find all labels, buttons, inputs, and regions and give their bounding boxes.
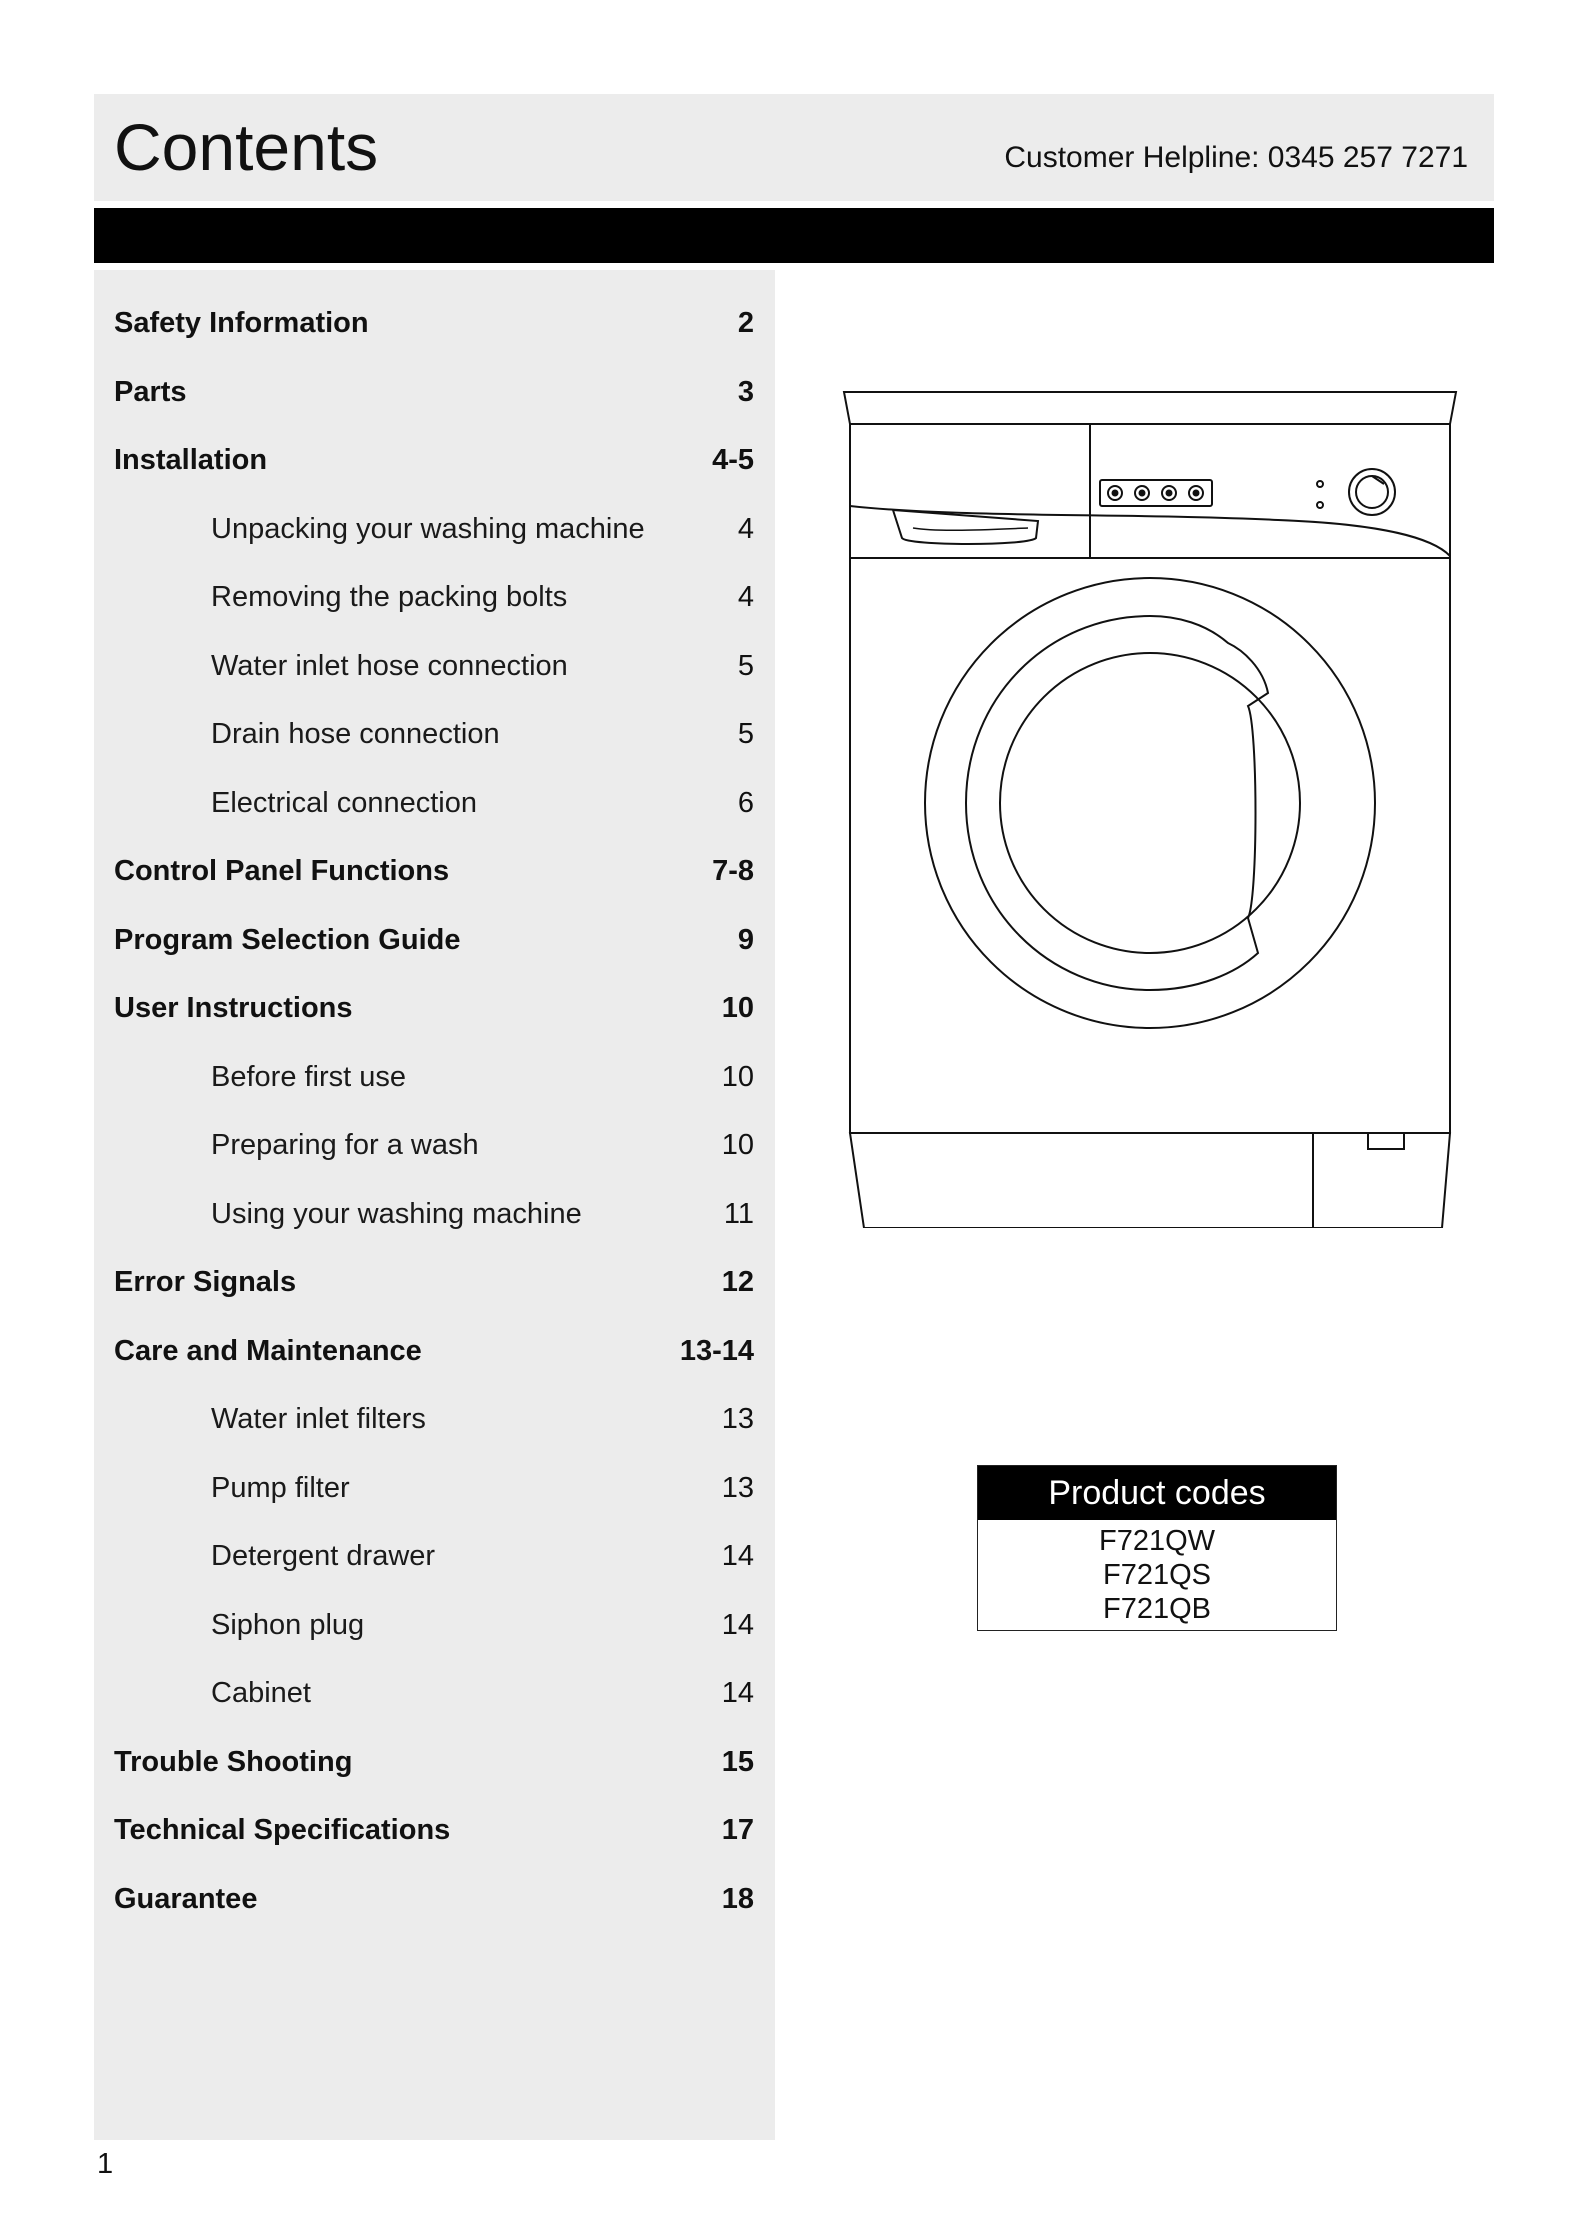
toc-entry-page: 7-8 <box>712 855 754 887</box>
toc-entry-page: 18 <box>721 1882 754 1915</box>
toc-entry-label: Control Panel Functions <box>114 855 450 887</box>
toc-entry-page: 2 <box>737 307 754 339</box>
toc-entry-label: Safety Information <box>114 307 369 339</box>
toc-subentry <box>94 1674 775 1743</box>
toc-entry-page: 4 <box>737 581 754 613</box>
product-codes-heading: Product codes <box>978 1466 1336 1520</box>
toc-entry-page: 4-5 <box>712 444 754 476</box>
toc-subentry <box>94 1537 775 1606</box>
toc-entry-page: 6 <box>737 786 754 819</box>
toc-subentry <box>94 647 775 716</box>
toc-entry-page: 11 <box>723 1197 754 1230</box>
toc-entry <box>94 921 775 990</box>
toc-entry-label: Using your washing machine <box>211 1197 582 1230</box>
toc-entry-page: 10 <box>721 992 754 1024</box>
toc-entry-label: User Instructions <box>114 992 353 1024</box>
header-divider-bar <box>94 208 1494 263</box>
toc-entry-label: Trouble Shooting <box>114 1745 353 1778</box>
toc-list <box>94 304 775 1948</box>
toc-entry <box>94 441 775 510</box>
header-band <box>94 94 1494 201</box>
table-of-contents <box>94 270 775 2140</box>
toc-entry-label: Water inlet filters <box>211 1403 426 1435</box>
toc-entry-label: Program Selection Guide <box>114 923 461 956</box>
toc-entry <box>94 1811 775 1880</box>
toc-entry-page: 14 <box>721 1608 754 1641</box>
toc-entry <box>94 1332 775 1401</box>
toc-subentry <box>94 1126 775 1195</box>
toc-entry-page: 5 <box>737 649 754 682</box>
toc-subentry <box>94 715 775 784</box>
toc-entry <box>94 304 775 373</box>
toc-entry-label: Water inlet hose connection <box>211 649 568 682</box>
toc-subentry <box>94 1400 775 1469</box>
toc-entry-label: Siphon plug <box>211 1608 365 1641</box>
machine-base <box>850 1133 1450 1228</box>
toc-entry-page: 9 <box>737 923 754 956</box>
product-codes-list <box>978 1520 1336 1630</box>
toc-entry-page: 17 <box>721 1814 754 1846</box>
toc-entry-label: Guarantee <box>114 1882 258 1915</box>
toc-entry-page: 10 <box>721 1129 754 1161</box>
product-codes-box <box>977 1465 1337 1631</box>
washing-machine-illustration <box>838 388 1458 1228</box>
toc-entry-label: Detergent drawer <box>211 1540 436 1572</box>
toc-entry-label: Cabinet <box>211 1677 311 1709</box>
toc-entry-label: Removing the packing bolts <box>211 581 568 613</box>
toc-entry-label: Drain hose connection <box>211 718 500 750</box>
toc-entry-label: Technical Specifications <box>114 1814 451 1846</box>
customer-helpline: Customer Helpline: 0345 257 7271 <box>1004 141 1468 174</box>
toc-entry <box>94 373 775 442</box>
product-code: F721QW <box>1098 1525 1216 1557</box>
toc-entry <box>94 852 775 921</box>
toc-entry-page: 4 <box>737 512 754 545</box>
toc-entry <box>94 1880 775 1949</box>
toc-entry-page: 13 <box>721 1471 754 1504</box>
toc-entry-page: 13-14 <box>679 1334 754 1367</box>
toc-entry-label: Before first use <box>211 1060 407 1093</box>
toc-entry-label: Pump filter <box>211 1471 350 1504</box>
toc-entry-label: Error Signals <box>114 1266 297 1298</box>
toc-entry-page: 14 <box>721 1540 754 1572</box>
toc-entry-page: 5 <box>737 718 754 750</box>
toc-entry-label: Unpacking your washing machine <box>211 512 645 545</box>
toc-subentry <box>94 1606 775 1675</box>
toc-entry-page: 15 <box>721 1745 754 1778</box>
machine-top-panel <box>844 392 1456 424</box>
toc-entry-label: Installation <box>114 444 268 476</box>
toc-entry <box>94 1263 775 1332</box>
toc-entry-page: 10 <box>721 1060 754 1093</box>
toc-subentry <box>94 510 775 579</box>
toc-entry-page: 3 <box>737 375 754 408</box>
machine-door <box>925 578 1375 1028</box>
toc-entry <box>94 989 775 1058</box>
toc-entry <box>94 1743 775 1812</box>
toc-subentry <box>94 1469 775 1538</box>
toc-entry-label: Parts <box>114 375 187 408</box>
toc-entry-label: Preparing for a wash <box>211 1129 479 1161</box>
toc-entry-page: 14 <box>721 1677 754 1709</box>
toc-subentry <box>94 784 775 853</box>
toc-entry-page: 13 <box>721 1403 754 1435</box>
toc-entry-page: 12 <box>721 1266 754 1298</box>
toc-subentry <box>94 578 775 647</box>
product-code: F721QS <box>1103 1559 1211 1591</box>
product-code: F721QB <box>1103 1593 1211 1625</box>
page-number: 1 <box>97 2148 114 2180</box>
toc-entry-label: Electrical connection <box>211 786 477 819</box>
toc-subentry <box>94 1195 775 1264</box>
toc-entry-label: Care and Maintenance <box>114 1334 422 1367</box>
toc-subentry <box>94 1058 775 1127</box>
page-title: Contents <box>114 110 379 184</box>
